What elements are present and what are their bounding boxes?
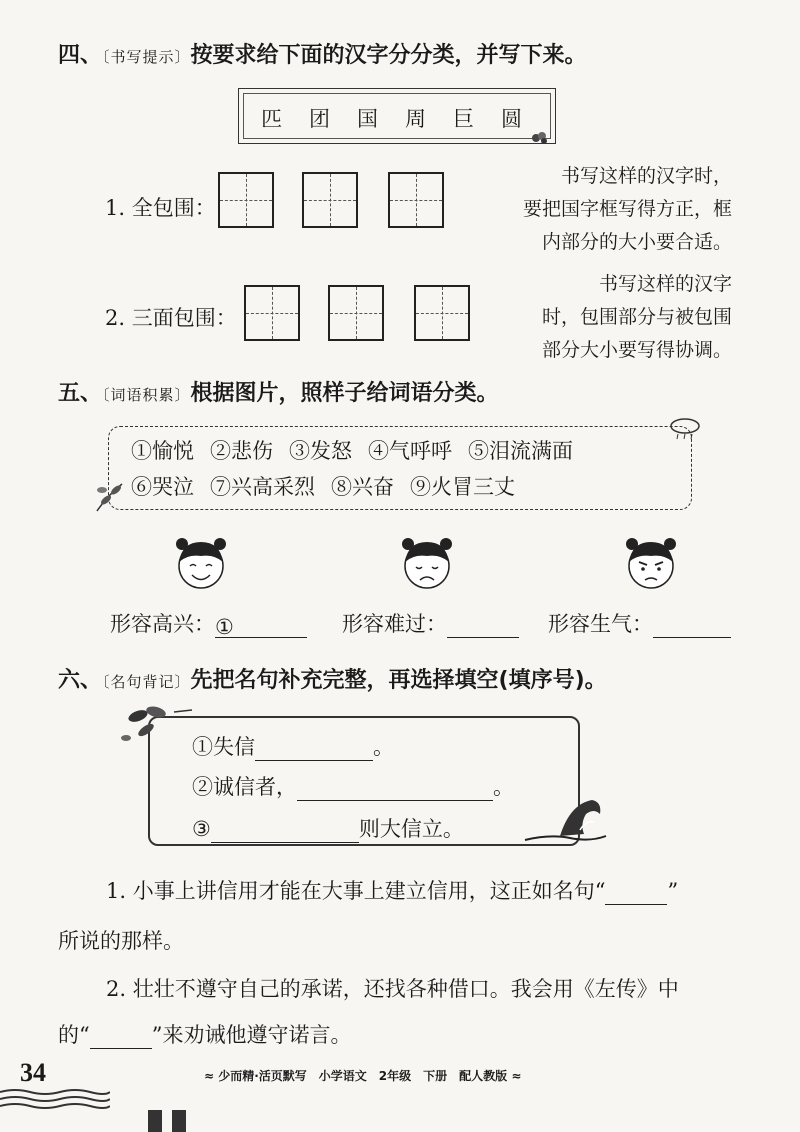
happy-example: ① — [215, 615, 234, 639]
char-5: 巨 — [453, 107, 474, 131]
question2-line2 — [58, 1019, 352, 1049]
word-item: ①愉悦 — [131, 439, 194, 463]
q1-label: 1. 全包围： — [105, 196, 216, 220]
writing-box[interactable] — [388, 172, 444, 228]
wave-icon — [520, 790, 610, 850]
quote1-blank[interactable] — [255, 738, 373, 761]
quote-line-1 — [192, 731, 394, 761]
char-frame — [238, 88, 556, 144]
section6-instruction: 先把名句补充完整，再选择填空(填序号)。 — [190, 668, 607, 693]
word-item: ⑦兴高采烈 — [210, 475, 315, 499]
question1-line1 — [106, 875, 678, 905]
happy-face-icon — [170, 532, 232, 594]
wave-lines-icon — [0, 1086, 110, 1110]
word-item: ⑧兴奋 — [331, 475, 394, 499]
word-item: ③发怒 — [289, 439, 352, 463]
writing-box[interactable] — [414, 285, 470, 341]
section4-title — [58, 38, 587, 69]
angry-face-icon — [620, 532, 682, 594]
char-3: 国 — [357, 107, 378, 131]
question1-blank[interactable] — [605, 882, 667, 905]
section5-title — [58, 376, 499, 407]
bottom-marker — [172, 1110, 186, 1132]
sad-blank[interactable] — [447, 615, 519, 638]
angry-label: 形容生气： — [548, 612, 653, 636]
question1-text: 1. 小事上讲信用才能在大事上建立信用，这正如名句“ — [106, 879, 606, 903]
char-6: 圆 — [501, 107, 522, 131]
happy-blank[interactable] — [215, 615, 307, 638]
quote-line-3 — [192, 813, 464, 843]
bottom-marker — [148, 1110, 162, 1132]
cloud-icon — [668, 414, 702, 440]
word-row-1 — [131, 435, 589, 465]
question2-text-end: ”来劝诫他遵守诺言。 — [151, 1023, 352, 1047]
writing-box[interactable] — [328, 285, 384, 341]
quote1-end: 。 — [373, 735, 394, 759]
section6-title — [58, 663, 607, 694]
quote-line-2 — [192, 771, 514, 801]
flower-icon — [528, 128, 552, 148]
word-box — [108, 426, 692, 510]
leaf-cluster-icon — [112, 700, 196, 752]
quote2-start: ②诚信者， — [192, 775, 297, 799]
section5-number: 五、 — [58, 381, 103, 406]
section4-instruction: 按要求给下面的汉字分分类，并写下来。 — [190, 43, 587, 68]
question1-quote-close: ” — [667, 879, 679, 903]
angry-answer — [548, 608, 731, 638]
word-item: ④气呼呼 — [368, 439, 452, 463]
question2-blank[interactable] — [90, 1026, 152, 1049]
tip1 — [486, 160, 732, 259]
word-row-2 — [131, 471, 531, 501]
word-item: ⑤泪流满面 — [468, 439, 573, 463]
footer-text: ≈ 少而精·活页默写 小学语文 2年级 下册 配人教版 ≈ — [204, 1069, 522, 1083]
sad-answer — [342, 608, 519, 638]
section4-tag: 〔书写提示〕 — [102, 48, 191, 66]
quote3-start: ③ — [192, 817, 211, 841]
leaf-decoration-icon — [92, 476, 132, 516]
writing-box[interactable] — [244, 285, 300, 341]
quote3-blank[interactable] — [211, 820, 359, 843]
section4-number: 四、 — [58, 43, 103, 68]
sad-face-icon — [396, 532, 458, 594]
tip2-line: 时，包围部分与被包围 — [541, 306, 732, 328]
char-1: 匹 — [261, 107, 282, 131]
section5-instruction: 根据图片，照样子给词语分类。 — [190, 381, 499, 406]
quote2-blank[interactable] — [297, 778, 493, 801]
tip2-line: 部分大小要写得协调。 — [541, 339, 732, 361]
q2-label: 2. 三面包围： — [105, 306, 237, 330]
happy-label: 形容高兴： — [110, 612, 215, 636]
happy-answer — [110, 608, 307, 638]
char-2: 团 — [309, 107, 330, 131]
char-4: 周 — [405, 107, 426, 131]
section6-tag: 〔名句背记〕 — [102, 673, 191, 691]
tip1-line: 书写这样的汉字时， — [560, 165, 732, 187]
writing-box[interactable] — [302, 172, 358, 228]
angry-blank[interactable] — [653, 615, 731, 638]
tip2 — [486, 268, 732, 367]
question2-line1: 2. 壮壮不遵守自己的承诺，还找各种借口。我会用《左传》中 — [106, 977, 679, 1001]
tip1-line: 内部分的大小要合适。 — [541, 231, 732, 253]
page-number: 34 — [20, 1058, 46, 1087]
section6-number: 六、 — [58, 668, 103, 693]
word-item: ②悲伤 — [210, 439, 273, 463]
question2-text: 的“ — [58, 1023, 90, 1047]
quote2-end: 。 — [493, 775, 514, 799]
sad-label: 形容难过： — [342, 612, 447, 636]
word-item: ⑥哭泣 — [131, 475, 194, 499]
tip1-line: 要把国字框写得方正，框 — [522, 198, 732, 220]
word-item: ⑨火冒三丈 — [410, 475, 515, 499]
section5-tag: 〔词语积累〕 — [102, 386, 191, 404]
writing-box[interactable] — [218, 172, 274, 228]
quote3-end: 则大信立。 — [358, 817, 464, 841]
quote1-start: ①失信 — [192, 735, 255, 759]
tip2-line: 书写这样的汉字 — [598, 273, 732, 295]
question1-line2: 所说的那样。 — [58, 929, 184, 953]
